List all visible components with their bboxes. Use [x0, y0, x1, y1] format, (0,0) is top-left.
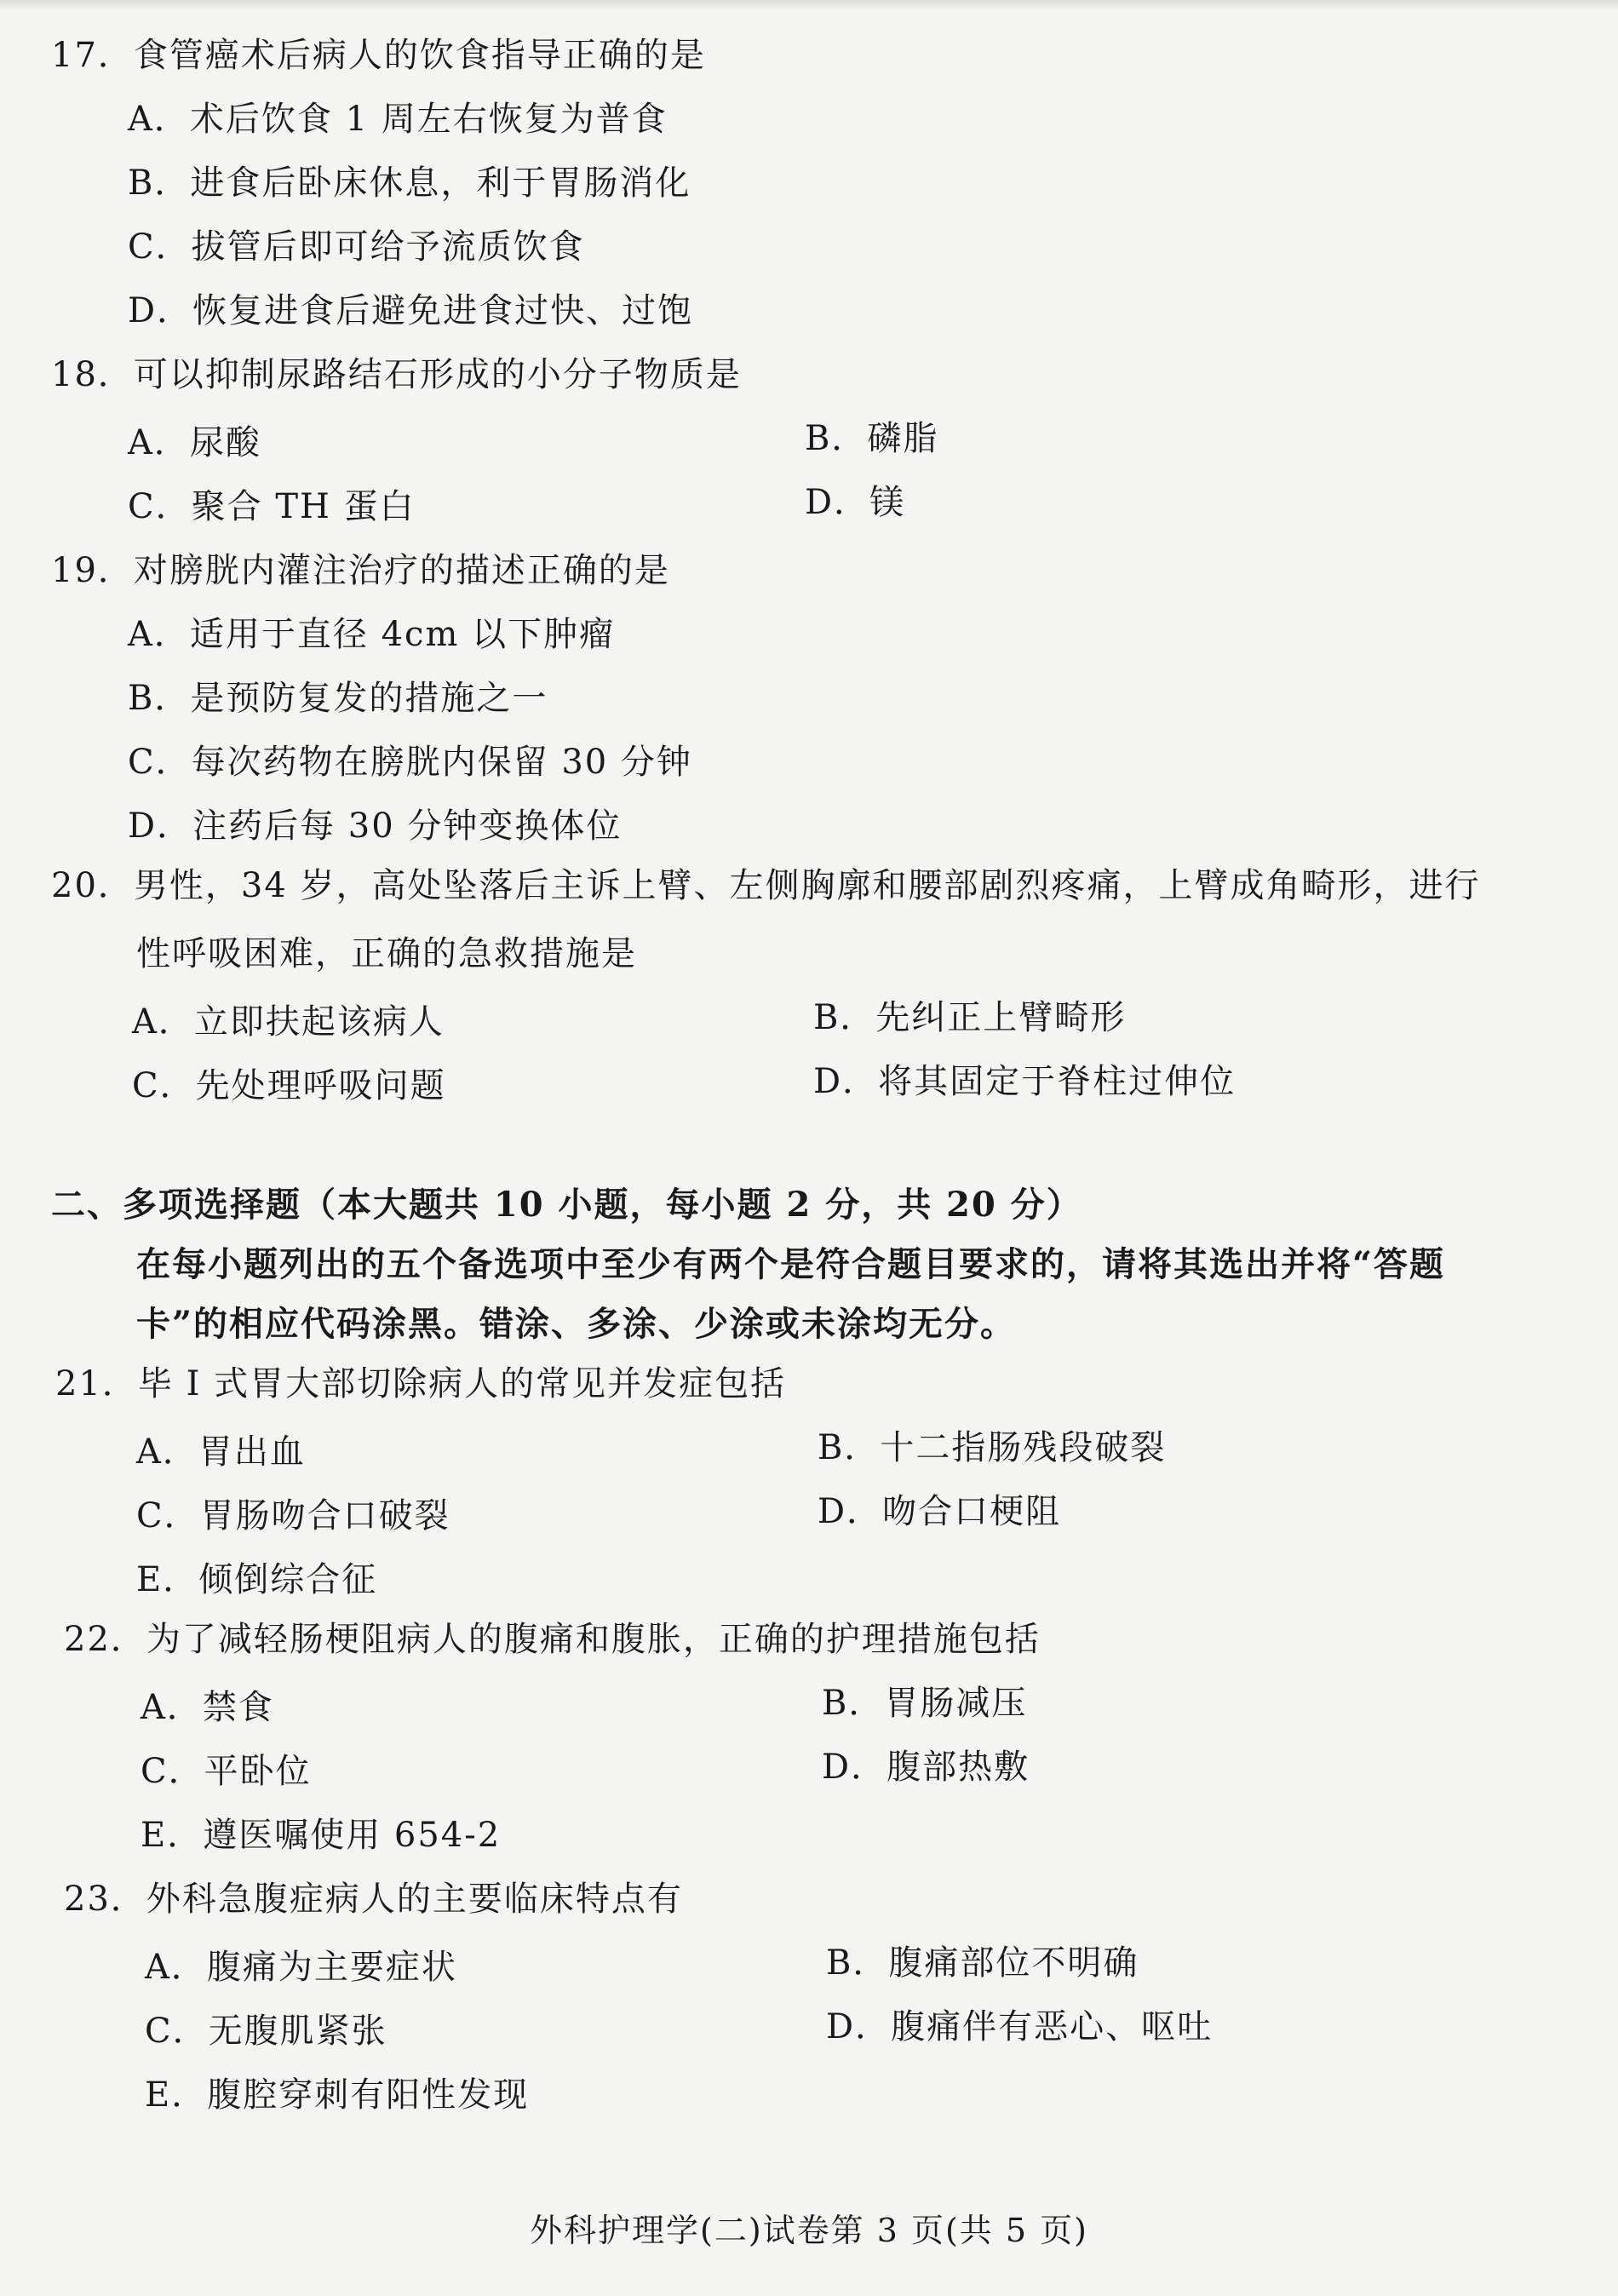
q17-option-c: C．拔管后即可给予流质饮食 [128, 227, 585, 267]
page-footer: 外科护理学(二)试卷第 3 页(共 5 页) [530, 2212, 1088, 2249]
q23-option-d: D．腹痛伴有恶心、呕吐 [826, 2007, 1214, 2046]
q18-stem: 18．可以抑制尿路结石形成的小分子物质是 [51, 355, 742, 394]
q22-stem: 22．为了减轻肠梗阻病人的腹痛和腹胀，正确的护理措施包括 [64, 1620, 1041, 1659]
q21-option-d: D．吻合口梗阻 [818, 1492, 1062, 1531]
q17-option-d: D．恢复进食后避免进食过快、过饱 [128, 291, 694, 330]
section2-instruction-line2: 卡”的相应代码涂黑。错涂、多涂、少涂或未涂均无分。 [136, 1304, 1017, 1344]
q20-stem-line1: 20．男性，34 岁，高处坠落后主诉上臂、左侧胸廓和腰部剧烈疼痛，上臂成角畸形，进行 [51, 866, 1481, 905]
q22-option-b: B．胃肠减压 [822, 1684, 1028, 1723]
q21-option-b: B．十二指肠残段破裂 [818, 1428, 1167, 1467]
q18-option-a: A．尿酸 [128, 423, 261, 462]
q22-option-a: A．禁食 [141, 1688, 274, 1727]
q21-stem: 21．毕 I 式胃大部切除病人的常见并发症包括 [55, 1364, 787, 1403]
q17-option-b: B．进食后卧床休息，利于胃肠消化 [128, 164, 691, 203]
q22-option-d: D．腹部热敷 [822, 1748, 1030, 1787]
q23-option-c: C．无腹肌紧张 [145, 2012, 387, 2051]
q20-option-a: A．立即扶起该病人 [132, 1002, 445, 1042]
q23-option-a: A．腹痛为主要症状 [145, 1948, 457, 1987]
q20-stem-line2: 性呼吸困难，正确的急救措施是 [136, 934, 637, 973]
q18-option-d: D．镁 [805, 483, 906, 522]
q21-option-e: E．倾倒综合征 [136, 1560, 378, 1599]
q20-option-c: C．先处理呼吸问题 [132, 1066, 446, 1105]
section2-heading: 二、多项选择题（本大题共 10 小题，每小题 2 分，共 20 分） [51, 1185, 1082, 1225]
q18-option-c: C．聚合 TH 蛋白 [128, 487, 416, 526]
section2-instruction-line1: 在每小题列出的五个备选项中至少有两个是符合题目要求的，请将其选出并将“答题 [136, 1244, 1446, 1284]
q22-option-e: E．遵医嘱使用 654-2 [141, 1816, 502, 1855]
q18-option-b: B．磷脂 [805, 419, 939, 458]
q17-stem: 17．食管癌术后病人的饮食指导正确的是 [51, 36, 706, 75]
q19-option-b: B．是预防复发的措施之一 [128, 679, 548, 718]
q23-option-b: B．腹痛部位不明确 [826, 1943, 1139, 1983]
q21-option-a: A．胃出血 [136, 1432, 306, 1472]
q19-stem: 19．对膀胱内灌注治疗的描述正确的是 [51, 551, 670, 590]
q19-option-d: D．注药后每 30 分钟变换体位 [128, 806, 623, 846]
q21-option-c: C．胃肠吻合口破裂 [136, 1496, 450, 1535]
q22-option-c: C．平卧位 [141, 1752, 312, 1791]
q19-option-c: C．每次药物在膀胱内保留 30 分钟 [128, 743, 692, 782]
q23-stem: 23．外科急腹症病人的主要临床特点有 [64, 1880, 683, 1919]
q20-option-b: B．先纠正上臂畸形 [813, 998, 1127, 1037]
q19-option-a: A．适用于直径 4cm 以下肿瘤 [128, 615, 616, 654]
q23-option-e: E．腹腔穿刺有阳性发现 [145, 2075, 530, 2115]
q17-option-a: A．术后饮食 1 周左右恢复为普食 [128, 100, 668, 139]
scan-edge [0, 0, 1618, 10]
q20-option-d: D．将其固定于脊柱过伸位 [813, 1062, 1236, 1101]
